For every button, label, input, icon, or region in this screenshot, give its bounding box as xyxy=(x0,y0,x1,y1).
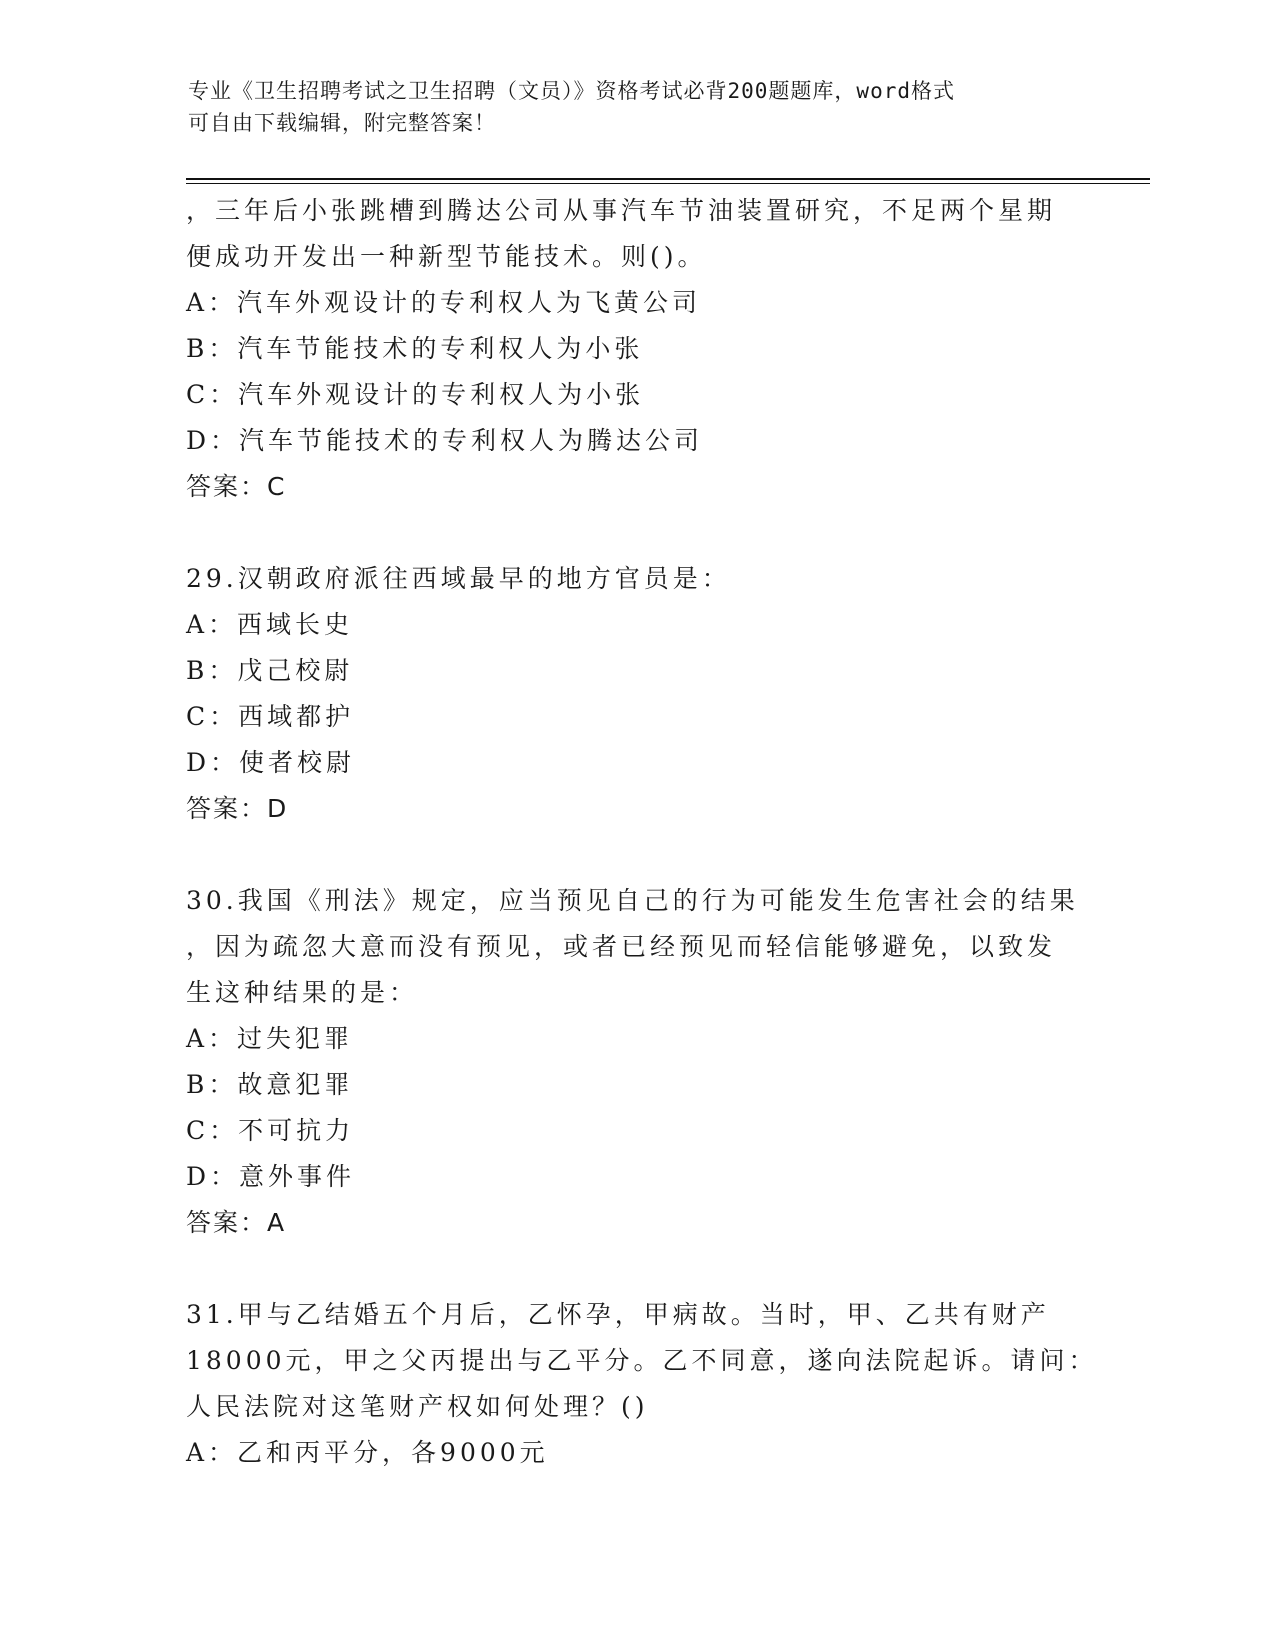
question-29-answer: 答案：D xyxy=(186,794,289,823)
question-30-option-d: D：意外事件 xyxy=(186,1162,356,1191)
question-30-stem-line-3: 生这种结果的是： xyxy=(186,978,419,1007)
question-30-answer: 答案：A xyxy=(186,1208,287,1237)
question-29-option-c: C：西域都护 xyxy=(186,702,355,731)
question-spacer xyxy=(186,510,1086,556)
question-30-option-a: A：过失犯罪 xyxy=(186,1024,354,1053)
question-31-stem-line-2: 18000元，甲之父丙提出与乙平分。乙不同意，遂向法院起诉。请问： xyxy=(186,1346,1098,1375)
question-spacer xyxy=(186,832,1086,878)
question-29-option-d: D：使者校尉 xyxy=(186,748,356,777)
question-31-option-a: A：乙和丙平分，各9000元 xyxy=(186,1438,549,1467)
question-31-stem-line-1: 31.甲与乙结婚五个月后，乙怀孕，甲病故。当时，甲、乙共有财产 xyxy=(186,1300,1050,1329)
question-30-stem-line-2: ，因为疏忽大意而没有预见，或者已经预见而轻信能够避免，以致发 xyxy=(186,932,1057,961)
question-31-stem-line-3: 人民法院对这笔财产权如何处理？() xyxy=(186,1392,649,1421)
question-28-stem-line-1: ，三年后小张跳槽到腾达公司从事汽车节油装置研究，不足两个星期 xyxy=(186,196,1057,225)
question-28-option-b: B：汽车节能技术的专利权人为小张 xyxy=(186,334,644,363)
question-30-block xyxy=(186,878,1086,1246)
header-title-line-2: 可自由下载编辑，附完整答案！ xyxy=(188,111,496,135)
question-list xyxy=(186,188,1098,1476)
header-divider-thin xyxy=(186,183,1150,184)
question-29-option-a: A：西域长史 xyxy=(186,610,354,639)
question-28-option-d: D：汽车节能技术的专利权人为腾达公司 xyxy=(186,426,704,455)
question-30-option-c: C：不可抗力 xyxy=(186,1116,355,1145)
question-29-stem: 29.汉朝政府派往西域最早的地方官员是： xyxy=(186,564,731,593)
question-31-block xyxy=(186,1292,1098,1476)
document-header xyxy=(188,75,1068,139)
question-29-block xyxy=(186,556,1086,832)
header-divider-thick xyxy=(186,178,1150,180)
question-28-option-a: A：汽车外观设计的专利权人为飞黄公司 xyxy=(186,288,702,317)
question-29-option-b: B：戊己校尉 xyxy=(186,656,354,685)
question-28-option-c: C：汽车外观设计的专利权人为小张 xyxy=(186,380,645,409)
question-28-answer: 答案：C xyxy=(186,472,287,501)
header-title-line-1: 专业《卫生招聘考试之卫生招聘（文员）》资格考试必背200题题库，word格式 xyxy=(188,79,955,103)
question-30-stem-line-1: 30.我国《刑法》规定，应当预见自己的行为可能发生危害社会的结果 xyxy=(186,886,1079,915)
question-28-block xyxy=(186,188,1086,510)
question-28-stem-line-2: 便成功开发出一种新型节能技术。则()。 xyxy=(186,242,707,271)
question-30-option-b: B：故意犯罪 xyxy=(186,1070,354,1099)
question-spacer xyxy=(186,1246,1086,1292)
